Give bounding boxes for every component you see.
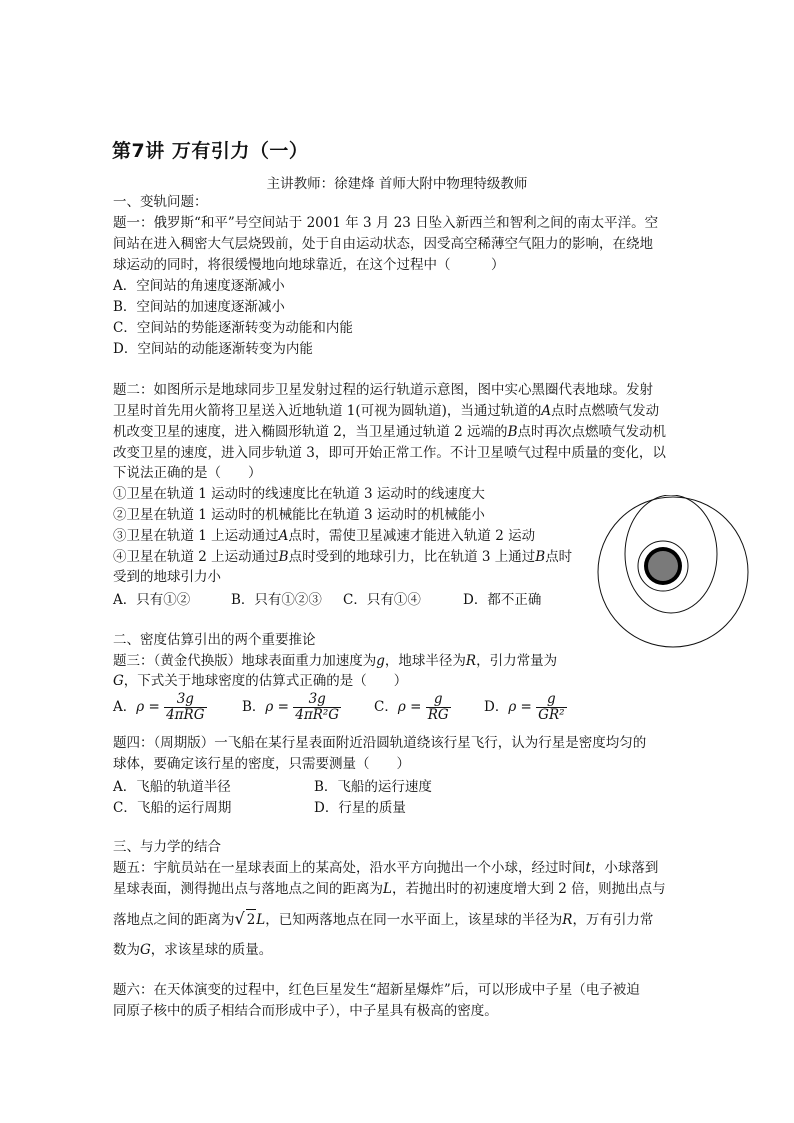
section-heading-3: 三、与力学的结合 [113,839,221,855]
page-title: 第7讲 万有引力（一） [112,140,309,162]
q3-option-b: B．ρ = $\frac{3g}{\text{4πR²G}}$ [242,691,340,723]
q2-statement-4-cont: 受到的地球引力小 [113,569,221,585]
q2-statement-1: ①卫星在轨道 1 运动时的线速度比在轨道 3 运动时的线速度大 [113,486,485,502]
q5-line-4: 数为G，求该星球的质量。 [113,942,273,958]
q3-option-c: C．ρ = $\frac{g}{RG}$ [374,691,449,723]
q2-line-2: 卫星时首先用火箭将卫星送入近地轨道 1(可视为圆轨道)，当通过轨道的A点时点燃喷气发动 [113,403,660,419]
q2-line-3: 机改变卫星的速度，进入椭圆形轨道 2，当卫星通过轨道 2 远端的B点时再次点燃喷气发动机 [113,424,666,440]
q1-line-1: 题一：俄罗斯“和平”号空间站于 2001 年 3 月 23 日坠入新西兰和智利之间的南太平洋。空 [113,215,659,231]
q6-line-2: 同原子核中的质子相结合而形成中子），中子星具有极高的密度。 [113,1003,498,1019]
q1-line-2: 间站在进入稠密大气层烧毁前，处于自由运动状态，因受高空稀薄空气阻力的影响，在绕地 [113,236,653,252]
q3-option-d: D．ρ = $\frac{g}{\text{GR²}}$ [484,691,565,723]
earth-icon [648,551,678,581]
formula-d: $\frac{g}{\text{GR²}}$ [538,691,565,723]
section-heading-1: 一、变轨问题： [113,194,208,210]
q4-line-2: 球体，要确定该行星的密度，只需要测量（ ） [113,756,410,772]
q4-option-c: C．飞船的运行周期 [113,800,232,816]
q1-option-b: B．空间站的加速度逐渐减小 [113,299,285,315]
q2-line-1: 题二：如图所示是地球同步卫星发射过程的运行轨道示意图，图中实心黑圈代表地球。发射 [113,382,653,398]
q3-line-1: 题三：（黄金代换版）地球表面重力加速度为g，地球半径为R，引力常量为 [113,653,558,669]
orbit-diagram [596,495,750,649]
q2-statement-2: ②卫星在轨道 1 运动时的机械能比在轨道 3 运动时的机械能小 [113,507,485,523]
q2-line-4: 改变卫星的速度，进入同步轨道 3，即可开始正常工作。不计卫星喷气过程中质量的变化，以 [113,445,666,461]
q2-option-d: D．都不正确 [463,592,542,608]
q2-option-c: C．只有①④ [343,592,421,608]
q2-option-a: A．只有①② [113,592,191,608]
q5-line-3: 落地点之间的距离为√ 2L，已知两落地点在同一水平面上，该星球的半径为R，万有引力常 [113,909,654,928]
q1-line-3: 球运动的同时，将很缓慢地向地球靠近，在这个过程中（ ） [113,257,505,273]
q4-option-b: B．飞船的运行速度 [314,779,432,795]
q2-statement-4: ④卫星在轨道 2 上运动通过B点时受到的地球引力，比在轨道 3 上通过B点时 [113,549,573,565]
q3-line-2: G，下式关于地球密度的估算式正确的是（ ） [113,673,408,689]
q2-statement-3: ③卫星在轨道 1 上运动通过A点时，需使卫星减速才能进入轨道 2 运动 [113,528,536,544]
q5-line-2: 星球表面，测得抛出点与落地点之间的距离为L，若抛出时的初速度增大到 2 倍，则抛出点与 [113,881,666,897]
formula-c: $\frac{g}{RG}$ [427,691,449,723]
formula-a: $\frac{3g}{\text{4πRG}}$ [166,691,205,723]
q1-option-a: A．空间站的角速度逐渐减小 [113,278,285,294]
q3-option-a: A．ρ = $\frac{3g}{\text{4πRG}}$ [113,691,205,723]
q5-line-1: 题五：宇航员站在一星球表面上的某高处，沿水平方向抛出一个小球，经过时间t，小球落到 [113,860,659,876]
section-heading-2: 二、密度估算引出的两个重要推论 [113,632,316,648]
q4-line-1: 题四：（周期版）一飞船在某行星表面附近沿圆轨道绕该行星飞行，认为行星是密度均匀的 [113,735,647,751]
q4-option-d: D．行星的质量 [314,800,406,816]
q4-option-a: A．飞船的轨道半径 [113,779,231,795]
formula-b: $\frac{3g}{\text{4πR²G}}$ [295,691,340,723]
q2-option-b: B．只有①②③ [231,592,322,608]
q1-option-d: D．空间站的动能逐渐转变为内能 [113,341,313,357]
q6-line-1: 题六：在天体演变的过程中，红色巨星发生“超新星爆炸”后，可以形成中子星（电子被迫 [113,982,640,998]
q1-option-c: C．空间站的势能逐渐转变为动能和内能 [113,320,353,336]
q2-line-5: 下说法正确的是（ ） [113,465,262,481]
lecturer-line: 主讲教师：徐建烽 首师大附中物理特级教师 [266,176,528,192]
